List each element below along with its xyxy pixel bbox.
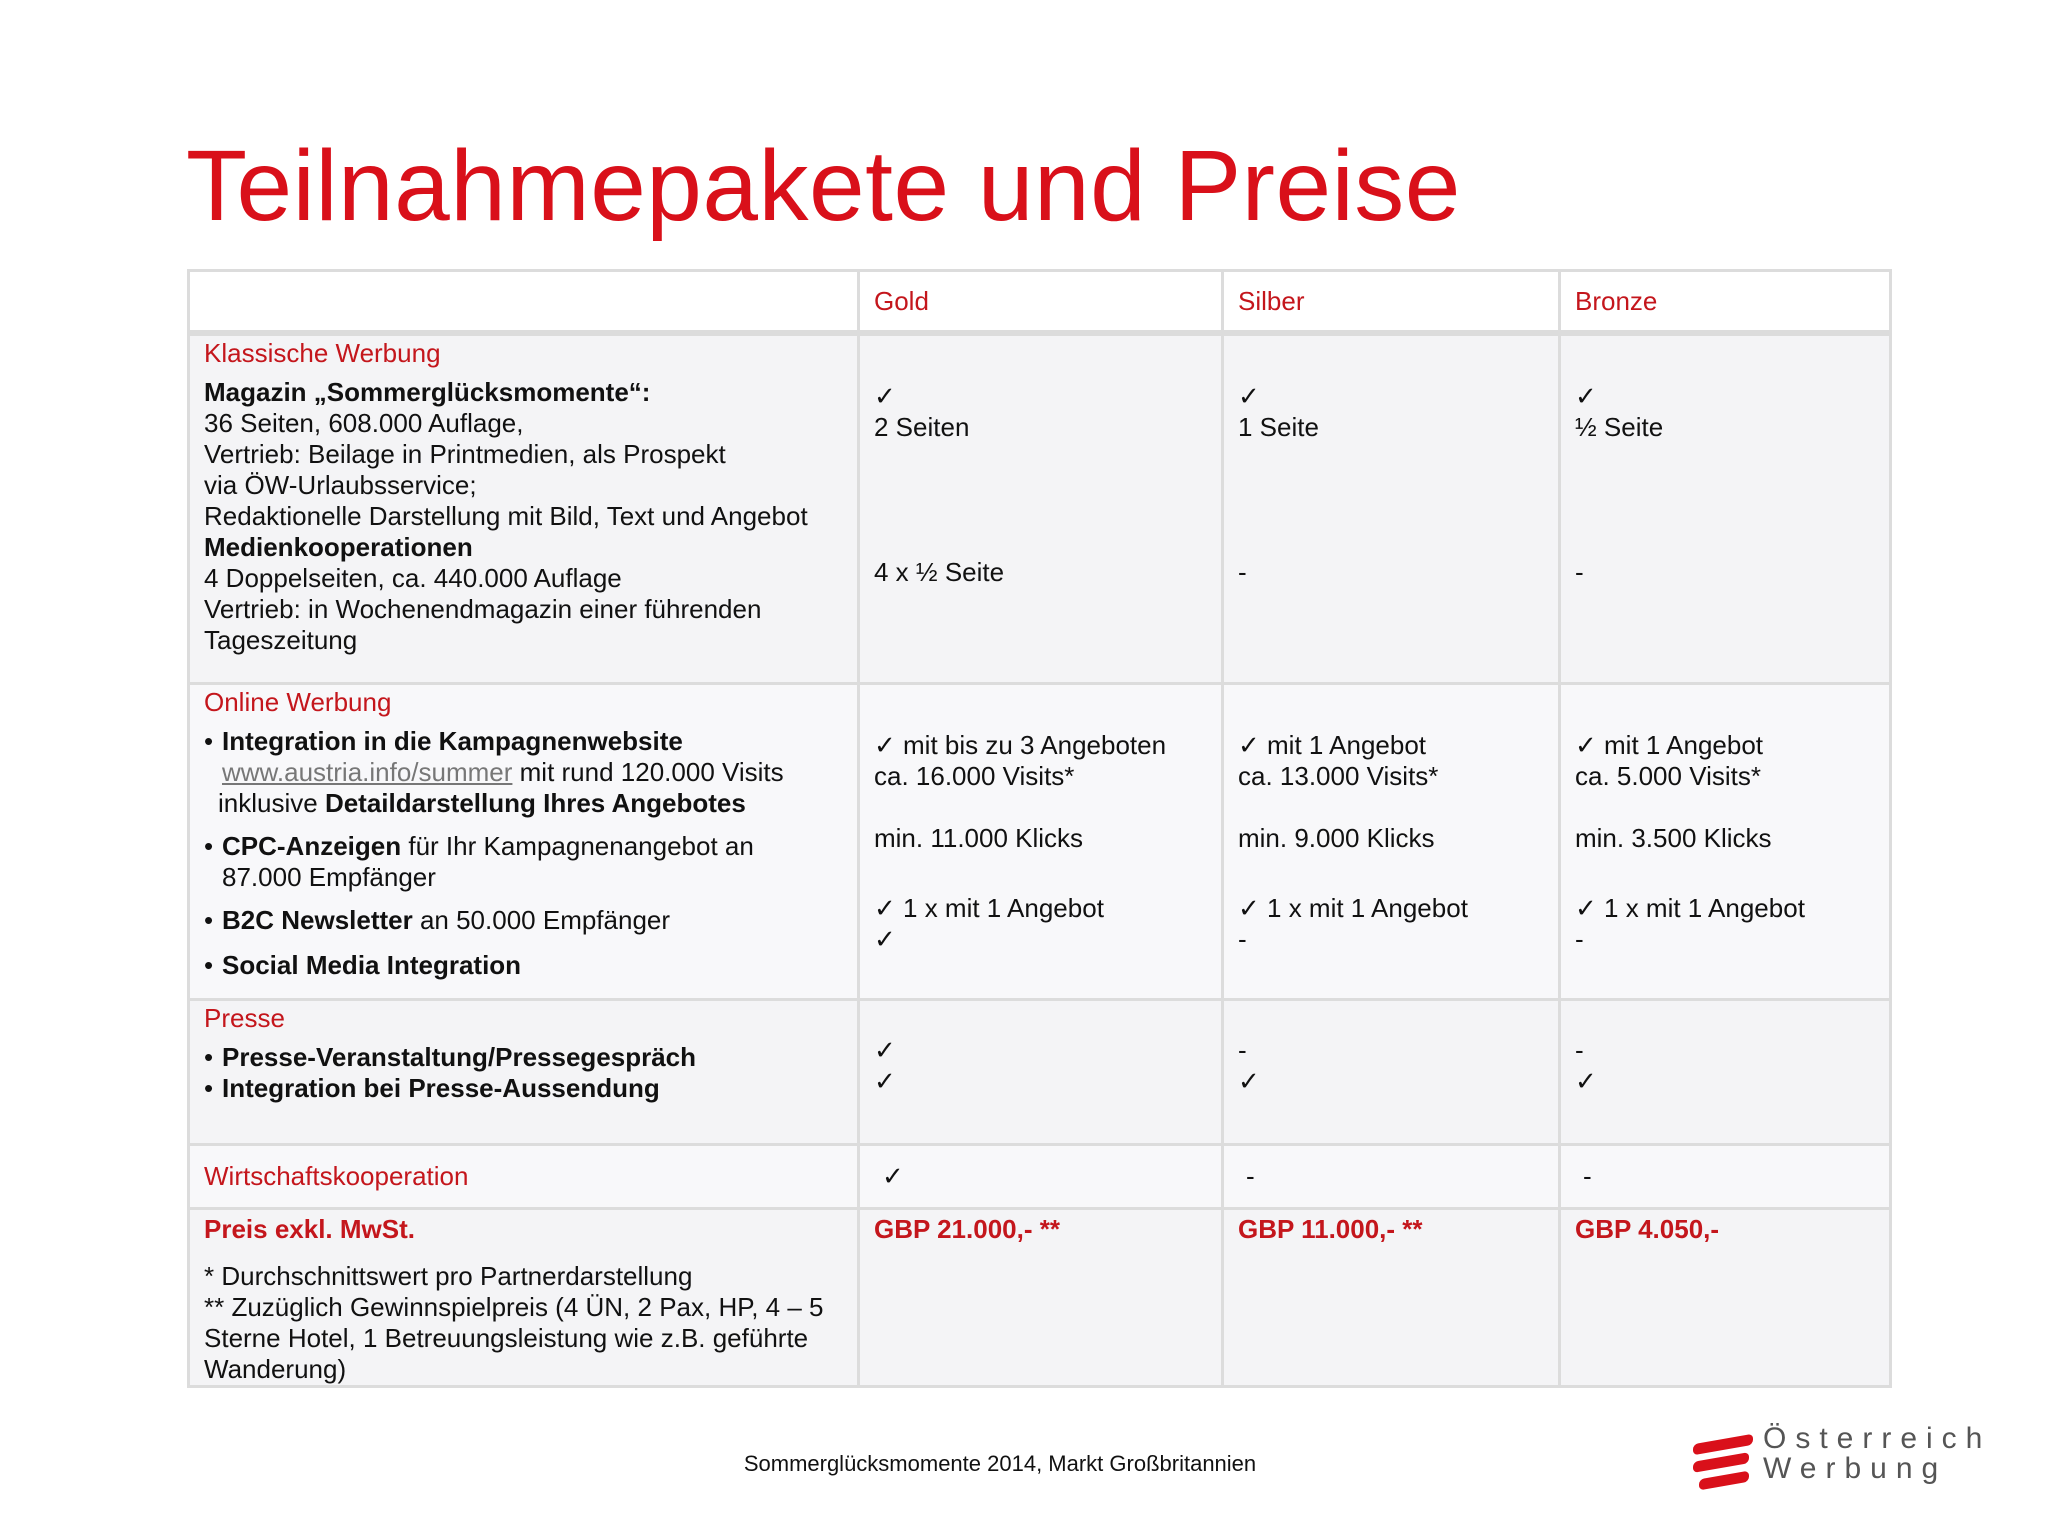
klassisch-silber-medien: -	[1238, 557, 1247, 587]
wirtschaft-desc	[189, 1144, 859, 1208]
online-integration-pre: inklusive	[218, 787, 325, 818]
presse-veranstaltung: Presse-Veranstaltung/Pressegespräch	[222, 1041, 697, 1072]
online-bronze-klicks: min. 3.500 Klicks	[1575, 822, 1772, 853]
check-icon: ✓	[874, 381, 896, 411]
column-gold: Gold	[874, 285, 929, 316]
preis-bronze: GBP 4.050,-	[1575, 1213, 1720, 1244]
presse-gold-b: ✓	[874, 1065, 896, 1096]
cpc-text: für Ihr Kampagnenangebot an	[401, 830, 754, 861]
presse-bronze	[1560, 999, 1891, 1144]
presse-aussendung: Integration bei Presse-Aussendung	[222, 1072, 660, 1103]
online-silber-visits: ca. 13.000 Visits*	[1238, 760, 1439, 791]
cpc-line-2: 87.000 Empfänger	[222, 861, 436, 892]
online-bronze-angebot: ✓ mit 1 Angebot	[1575, 729, 1764, 760]
wirtschaft-bronze: -	[1560, 1144, 1891, 1208]
preis-silber-cell	[1223, 1208, 1560, 1386]
preis-gold: GBP 21.000,- **	[874, 1213, 1060, 1244]
online-bronze	[1560, 683, 1891, 999]
presse-gold	[859, 999, 1223, 1144]
logo-stripe-icon	[1693, 1452, 1749, 1473]
header-gold	[859, 271, 1223, 334]
klassisch-gold-medien: 4 x ½ Seite	[874, 557, 1005, 587]
preis-silber: GBP 11.000,- **	[1238, 1213, 1423, 1244]
online-integration-detail: Detaildarstellung Ihres Angebotes	[324, 787, 746, 818]
oesterreich-werbung-logo	[1693, 1422, 2013, 1495]
online-bronze-visits: ca. 5.000 Visits*	[1575, 760, 1761, 791]
medien-title: Medienkooperationen	[204, 532, 473, 562]
medien-line-2: Vertrieb: in Wochenendmagazin einer führenden	[204, 594, 762, 624]
row-preis	[189, 1208, 1891, 1386]
online-gold-visits: ca. 16.000 Visits*	[874, 760, 1075, 791]
section-wirtschaftskooperation: Wirtschaftskooperation	[204, 1160, 469, 1191]
online-bronze-newsletter: ✓ 1 x mit 1 Angebot	[1575, 892, 1805, 923]
online-bronze-social: -	[1575, 923, 1584, 954]
magazin-line-1: 36 Seiten, 608.000 Auflage,	[204, 408, 524, 438]
klassisch-desc	[189, 333, 859, 683]
preis-gold-cell	[859, 1208, 1223, 1386]
column-bronze: Bronze	[1575, 285, 1658, 316]
preis-desc	[189, 1208, 859, 1386]
preis-note-1: * Durchschnittswert pro Partnerdarstellung	[204, 1260, 693, 1291]
online-integration-title: Integration in die Kampagnenwebsite	[222, 725, 683, 756]
social-media-title: Social Media Integration	[222, 949, 522, 980]
klassisch-silber	[1223, 333, 1560, 683]
online-gold-angebot: ✓ mit bis zu 3 Angeboten	[874, 729, 1167, 760]
logo-line-1: Österreich	[1763, 1422, 1992, 1455]
klassisch-gold-magazin: 2 Seiten	[874, 412, 970, 442]
online-silber-angebot: ✓ mit 1 Angebot	[1238, 729, 1427, 760]
section-online-werbung: Online Werbung	[204, 686, 392, 717]
klassisch-gold	[859, 333, 1223, 683]
section-klassische-werbung: Klassische Werbung	[204, 338, 441, 368]
check-icon: ✓	[1575, 381, 1597, 411]
row-wirtschaftskooperation	[189, 1144, 1891, 1208]
header-bronze	[1560, 271, 1891, 334]
presse-silber-b: ✓	[1238, 1065, 1260, 1096]
online-silber-newsletter: ✓ 1 x mit 1 Angebot	[1238, 892, 1468, 923]
logo-line-2: Werbung	[1763, 1452, 1948, 1485]
klassisch-bronze	[1560, 333, 1891, 683]
preis-note-2: ** Zuzüglich Gewinnspielpreis (4 ÜN, 2 Pax, HP, 4 – 5	[204, 1291, 824, 1322]
header-silber	[1223, 271, 1560, 334]
presse-desc	[189, 999, 859, 1144]
online-silber-social: -	[1238, 923, 1247, 954]
online-gold-social: ✓	[874, 923, 896, 954]
wirtschaft-gold: ✓	[859, 1144, 1223, 1208]
row-presse	[189, 999, 1891, 1144]
row-online-werbung	[189, 683, 1891, 999]
magazin-line-4: Redaktionelle Darstellung mit Bild, Text und Angebot	[204, 501, 808, 531]
preis-note-4: Wanderung)	[204, 1353, 347, 1384]
medien-line-3: Tageszeitung	[204, 625, 358, 655]
newsletter-text: an 50.000 Empfänger	[412, 904, 671, 935]
logo-stripe-icon	[1699, 1471, 1749, 1491]
presse-bronze-b: ✓	[1575, 1065, 1597, 1096]
austria-info-link[interactable]: www.austria.info/summer	[222, 756, 513, 787]
wirtschaft-silber: -	[1223, 1144, 1560, 1208]
online-silber	[1223, 683, 1560, 999]
klassisch-silber-magazin: 1 Seite	[1238, 412, 1319, 442]
online-gold-klicks: min. 11.000 Klicks	[874, 822, 1084, 853]
online-desc	[189, 683, 859, 999]
klassisch-bronze-magazin: ½ Seite	[1575, 412, 1664, 442]
online-gold-newsletter: ✓ 1 x mit 1 Angebot	[874, 892, 1104, 923]
magazin-line-3: via ÖW-Urlaubsservice;	[204, 470, 477, 500]
preis-label: Preis exkl. MwSt.	[204, 1213, 415, 1244]
online-silber-klicks: min. 9.000 Klicks	[1238, 822, 1435, 853]
column-silber: Silber	[1238, 285, 1305, 316]
online-integration-visits: mit rund 120.000 Visits	[512, 756, 784, 787]
presse-gold-a: ✓	[874, 1034, 896, 1065]
magazin-line-2: Vertrieb: Beilage in Printmedien, als Prospekt	[204, 439, 726, 469]
medien-line-1: 4 Doppelseiten, ca. 440.000 Auflage	[204, 563, 622, 593]
page-title: Teilnahmepakete und Preise	[186, 130, 1461, 242]
magazin-title: Magazin „Sommerglücksmomente“:	[204, 377, 651, 407]
preis-bronze-cell	[1560, 1208, 1891, 1386]
newsletter-title: B2C Newsletter	[222, 904, 413, 935]
cpc-title: CPC-Anzeigen	[222, 830, 402, 861]
footer-text: Sommerglücksmomente 2014, Markt Großbritannien	[743, 1451, 1257, 1476]
presse-bronze-a: -	[1575, 1034, 1584, 1065]
online-gold	[859, 683, 1223, 999]
presse-silber	[1223, 999, 1560, 1144]
row-klassische-werbung	[189, 333, 1891, 683]
preis-note-3: Sterne Hotel, 1 Betreuungsleistung wie z.B. geführte	[204, 1322, 809, 1353]
klassisch-bronze-medien: -	[1575, 557, 1584, 587]
check-icon: ✓	[1238, 381, 1260, 411]
packages-table	[187, 269, 1892, 1388]
header-empty-cell	[189, 271, 859, 334]
presse-silber-a: -	[1238, 1034, 1247, 1065]
header-row	[189, 271, 1891, 334]
section-presse: Presse	[204, 1002, 285, 1033]
